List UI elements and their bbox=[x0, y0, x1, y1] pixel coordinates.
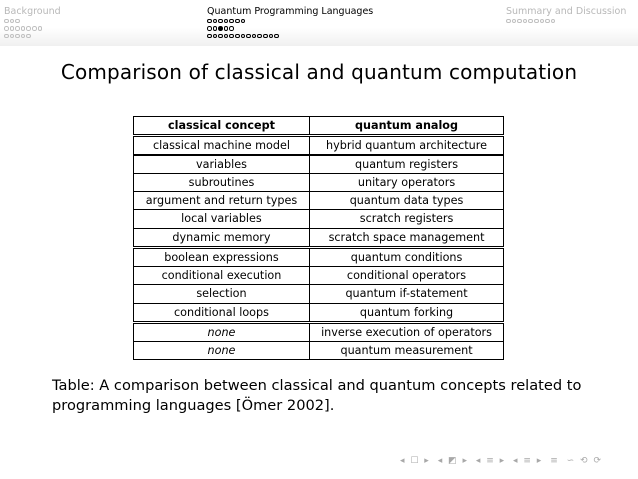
frame-dot[interactable] bbox=[213, 26, 218, 31]
quantum-cell: unitary operators bbox=[309, 173, 504, 192]
frame-dot[interactable] bbox=[21, 34, 26, 39]
frame-dot[interactable] bbox=[229, 26, 234, 31]
subsection-dot-row bbox=[207, 19, 373, 25]
table-row bbox=[133, 324, 504, 342]
frame-dot[interactable] bbox=[218, 34, 223, 39]
subsection-dot-row bbox=[4, 34, 61, 40]
classical-cell: none bbox=[133, 341, 310, 360]
frame-dot[interactable] bbox=[534, 19, 539, 24]
quantum-cell: hybrid quantum architecture bbox=[309, 136, 504, 155]
quantum-cell: inverse execution of operators bbox=[309, 323, 504, 342]
classical-cell: none bbox=[133, 323, 310, 342]
frame-nav-icon[interactable]: ◂ ☐ ▸ bbox=[400, 456, 431, 466]
frame-dot[interactable] bbox=[207, 19, 212, 24]
frame-dot[interactable] bbox=[257, 34, 262, 39]
frame-dot[interactable] bbox=[241, 19, 246, 24]
frame-dot[interactable] bbox=[15, 26, 20, 31]
frame-dot[interactable] bbox=[229, 19, 234, 24]
header-classical-concept: classical concept bbox=[133, 116, 310, 135]
nav-section-title[interactable]: Summary and Discussion bbox=[506, 6, 627, 17]
frame-dot[interactable] bbox=[10, 19, 15, 24]
frame-dot[interactable] bbox=[15, 34, 20, 39]
table-row bbox=[133, 249, 504, 267]
frame-dot[interactable] bbox=[523, 19, 528, 24]
frame-dot[interactable] bbox=[545, 19, 550, 24]
appendix-nav-icon[interactable]: ≡ bbox=[550, 456, 560, 466]
classical-cell: conditional execution bbox=[133, 266, 310, 285]
frame-dot[interactable] bbox=[528, 19, 533, 24]
frame-dot[interactable] bbox=[241, 34, 246, 39]
frame-dot[interactable] bbox=[224, 26, 229, 31]
classical-cell: variables bbox=[133, 155, 310, 174]
table-header-row bbox=[133, 117, 504, 135]
subsection-dot-row bbox=[4, 26, 61, 32]
nav-section-title[interactable]: Background bbox=[4, 6, 61, 17]
frame-dot[interactable] bbox=[10, 34, 15, 39]
frame-dot[interactable] bbox=[32, 26, 37, 31]
table-row bbox=[133, 174, 504, 192]
nav-section-background[interactable] bbox=[4, 6, 61, 40]
quantum-cell: quantum measurement bbox=[309, 341, 504, 360]
beamer-navigation-controls bbox=[400, 456, 606, 466]
search-back-forward-icon[interactable]: ∽ ⟲ ⟳ bbox=[566, 456, 603, 466]
frame-dot[interactable] bbox=[4, 19, 9, 24]
frame-dot[interactable] bbox=[506, 19, 511, 24]
frame-dot[interactable] bbox=[26, 34, 31, 39]
frame-dot[interactable] bbox=[235, 34, 240, 39]
table-row bbox=[133, 342, 504, 360]
subsection-dots bbox=[506, 19, 626, 25]
frame-dot[interactable] bbox=[235, 19, 240, 24]
subsection-dots bbox=[4, 19, 61, 40]
frame-dot[interactable] bbox=[274, 34, 279, 39]
subsection-dot-row bbox=[207, 26, 373, 32]
table-row bbox=[133, 229, 504, 247]
frame-dot[interactable] bbox=[4, 34, 9, 39]
nav-section-title[interactable]: Quantum Programming Languages bbox=[207, 6, 374, 17]
frame-dot[interactable] bbox=[224, 19, 229, 24]
frame-dot[interactable] bbox=[551, 19, 556, 24]
quantum-cell: scratch space management bbox=[309, 228, 504, 247]
table-row bbox=[133, 210, 504, 228]
frame-dot[interactable] bbox=[38, 26, 43, 31]
current-frame-dot[interactable] bbox=[218, 26, 223, 31]
frame-dot[interactable] bbox=[540, 19, 545, 24]
section-navigation-bar bbox=[0, 0, 638, 46]
quantum-cell: quantum conditions bbox=[309, 248, 504, 267]
frame-dot[interactable] bbox=[213, 34, 218, 39]
frame-dot[interactable] bbox=[224, 34, 229, 39]
classical-cell: selection bbox=[133, 284, 310, 303]
table-row bbox=[133, 137, 504, 155]
subsection-dot-row bbox=[506, 19, 626, 25]
frame-dot[interactable] bbox=[263, 34, 268, 39]
quantum-cell: scratch registers bbox=[309, 209, 504, 228]
quantum-cell: conditional operators bbox=[309, 266, 504, 285]
frame-dot[interactable] bbox=[10, 26, 15, 31]
quantum-cell: quantum registers bbox=[309, 155, 504, 174]
classical-cell: boolean expressions bbox=[133, 248, 310, 267]
table-row bbox=[133, 304, 504, 322]
frame-dot[interactable] bbox=[252, 34, 257, 39]
table-caption: Table: A comparison between classical and quantum concepts related to programming languages [Ömer 2002]. bbox=[52, 377, 582, 414]
quantum-cell: quantum data types bbox=[309, 191, 504, 210]
frame-dot[interactable] bbox=[15, 19, 20, 24]
nav-section-summary-and-discussion[interactable] bbox=[506, 6, 626, 25]
classical-cell: conditional loops bbox=[133, 303, 310, 322]
classical-cell: local variables bbox=[133, 209, 310, 228]
frame-dot[interactable] bbox=[4, 26, 9, 31]
table-row bbox=[133, 155, 504, 173]
table-row bbox=[133, 285, 504, 303]
subsection-dot-row bbox=[4, 19, 61, 25]
frame-dot[interactable] bbox=[517, 19, 522, 24]
table-row bbox=[133, 192, 504, 210]
subsection-nav-icon[interactable]: ◂ ◩ ▸ bbox=[437, 456, 469, 466]
classical-cell: argument and return types bbox=[133, 191, 310, 210]
frame-dot[interactable] bbox=[21, 26, 26, 31]
frame-dot[interactable] bbox=[213, 19, 218, 24]
frame-dot[interactable] bbox=[207, 34, 212, 39]
quantum-cell: quantum forking bbox=[309, 303, 504, 322]
frame-dot[interactable] bbox=[229, 34, 234, 39]
frame-dot[interactable] bbox=[207, 26, 212, 31]
subsection-dots bbox=[207, 19, 373, 40]
frame-dot[interactable] bbox=[269, 34, 274, 39]
header-quantum-analog: quantum analog bbox=[309, 116, 504, 135]
frame-dot[interactable] bbox=[26, 26, 31, 31]
nav-section-quantum-programming-languages[interactable] bbox=[207, 6, 373, 40]
frame-dot[interactable] bbox=[218, 19, 223, 24]
table-row bbox=[133, 267, 504, 285]
quantum-cell: quantum if-statement bbox=[309, 284, 504, 303]
section-nav-icon[interactable]: ◂ ≡ ▸ bbox=[475, 456, 506, 466]
classical-cell: subroutines bbox=[133, 173, 310, 192]
frame-title: Comparison of classical and quantum computation bbox=[60, 60, 578, 84]
frame-dot[interactable] bbox=[246, 34, 251, 39]
presentation-nav-icon[interactable]: ◂ ≡ ▸ bbox=[513, 456, 543, 466]
classical-cell: dynamic memory bbox=[133, 228, 310, 247]
subsection-dot-row bbox=[207, 34, 373, 40]
comparison-table bbox=[133, 117, 504, 360]
classical-cell: classical machine model bbox=[133, 136, 310, 155]
frame-dot[interactable] bbox=[512, 19, 517, 24]
